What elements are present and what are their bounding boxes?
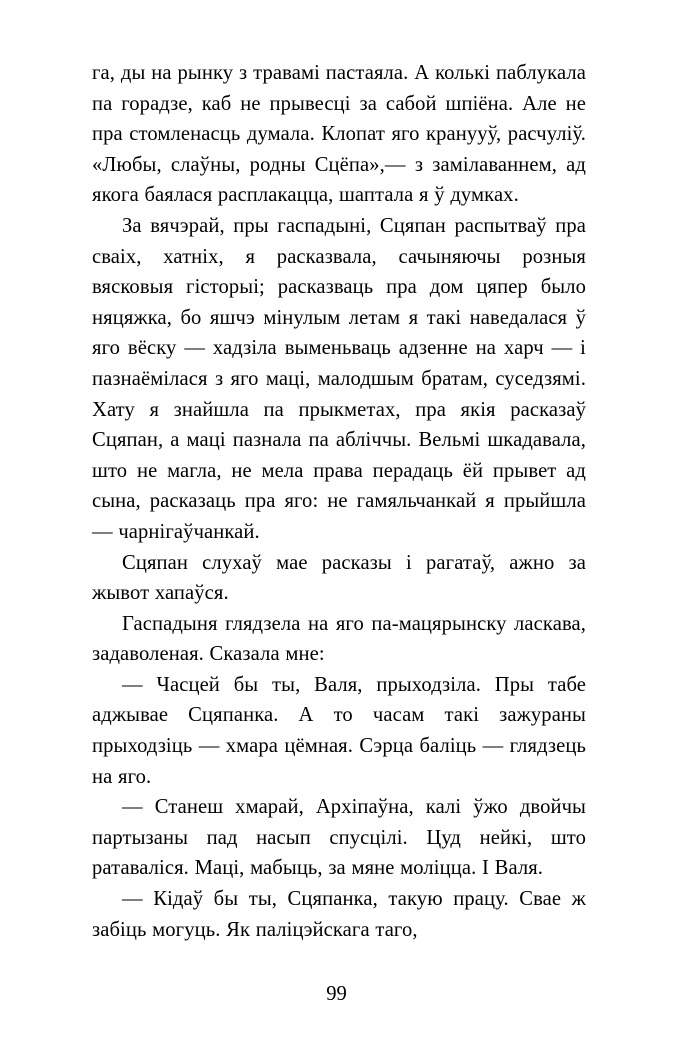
paragraph: — Кідаў бы ты, Сцяпанка, такую працу. Свае ж забіць могуць. Як паліцэйскага таго,: [92, 888, 586, 941]
paragraph: Сцяпан слухаў мае расказы і рагатаў, ажно за жывот хапаўся.: [92, 551, 586, 605]
paragraph: Гаспадыня глядзела на яго па-мацярынску ласкава, задаволеная. Сказала мне:: [92, 612, 586, 666]
paragraph: — Станеш хмарай, Архіпаўна, калі ўжо двойчы партызаны пад насып спусцілі. Цуд нейкі, што ратаваліся. Маці, мабыць, за мяне моліцца. І Валя.: [92, 796, 586, 880]
paragraph: За вячэрай, пры гаспадыні, Сцяпан распытваў пра сваіх, хатніх, я расказвала, сачыняючы розныя вясковыя гісторыі; расказваць пра дом цяпер было няцяжка, бо яшчэ мінулым летам я такі наведалася ў яго вёску — хадзіла выменьваць адзенне на харч — і пазнаёмілася з яго маці, малодшым братам, суседзямі. Хату я знайшла па прыкметах, пра якія расказаў Сцяпан, а маці пазнала па абліччы. Вельмі шкадавала, што не магла, не мела права перадаць ёй прывет ад сына, расказаць пра яго: не гамяльчанкай я прыйшла — чарнігаўчанкай.: [92, 214, 586, 543]
page-text-block: [92, 58, 586, 945]
paragraph: га, ды на рынку з травамі пастаяла. А колькі паблукала па горадзе, каб не прывесці за сабой шпіёна. Але не пра стомленасць думала. Клопат яго кранууў, расчуліў. «Любы, слаўны, родны Сцёпа»,— з замілаваннем, ад якога баялася расплакацца, шаптала я ў думках.: [92, 62, 586, 207]
paragraph: — Часцей бы ты, Валя, прыходзіла. Пры табе аджывае Сцяпанка. А то часам такі зажураны прыходзіць — хмара цёмная. Сэрца баліць — глядзець на яго.: [92, 673, 586, 788]
page-number: 99: [326, 983, 347, 1005]
